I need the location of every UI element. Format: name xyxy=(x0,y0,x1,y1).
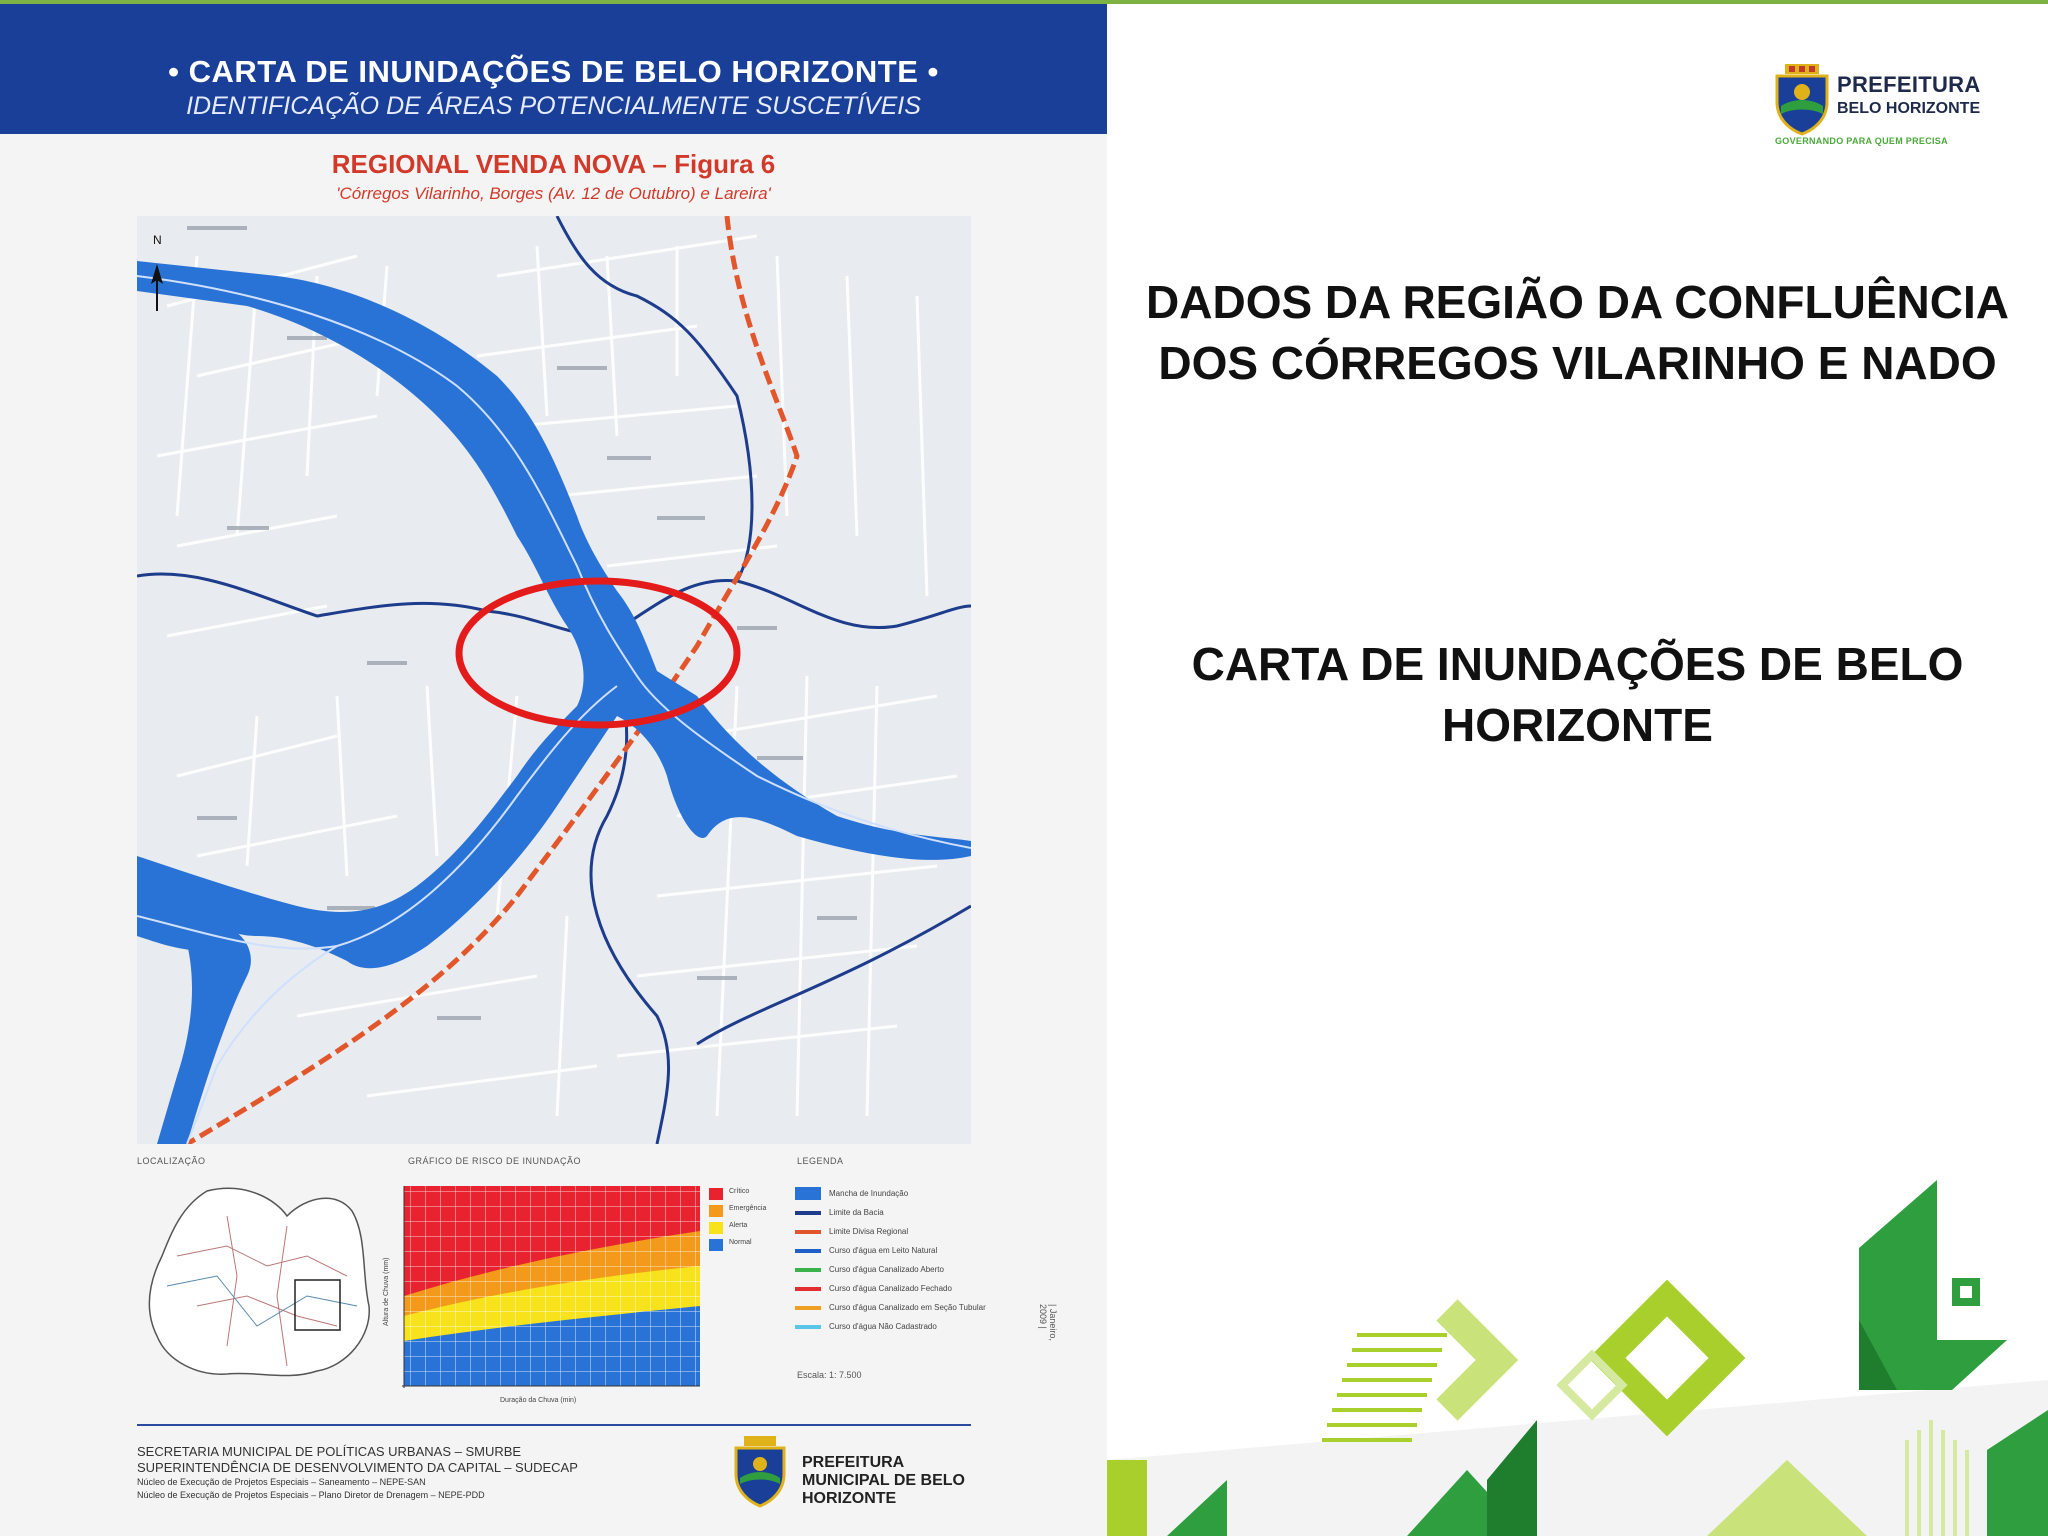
north-label: N xyxy=(153,233,162,247)
legend-item: Curso d'água em Leito Natural xyxy=(795,1241,995,1260)
risk-class-alert: Alerta xyxy=(729,1222,748,1229)
risk-chart-legend xyxy=(709,1186,789,1254)
flood-map xyxy=(137,216,971,1144)
logo-slogan: GOVERNANDO PARA QUEM PRECISA xyxy=(1775,136,1948,146)
risk-class-normal: Normal xyxy=(729,1239,752,1246)
heading-flood-chart: CARTA DE INUNDAÇÕES DE BELO HORIZONTE xyxy=(1191,638,1964,751)
city-crest-icon xyxy=(730,1434,790,1509)
flood-area-vilarinho xyxy=(137,261,971,968)
flood-map-poster xyxy=(0,4,1107,1536)
prefeitura-logo xyxy=(1773,62,1993,152)
poster-credits xyxy=(137,1444,657,1502)
location-label: LOCALIZAÇÃO xyxy=(137,1156,206,1166)
legend-item: Limite da Bacia xyxy=(795,1203,995,1222)
location-minimap xyxy=(137,1176,377,1386)
risk-chart-xlabel: Duração da Chuva (min) xyxy=(500,1397,577,1404)
heading-region-data: DADOS DA REGIÃO DA CONFLUÊNCIA DOS CÓRREGOS VILARINHO E NADO xyxy=(1146,276,2009,389)
risk-chart xyxy=(380,1176,710,1406)
lime-chevron xyxy=(1607,1298,1727,1418)
legend-label: LEGENDA xyxy=(797,1156,844,1166)
risk-class-critical: Crítico xyxy=(729,1188,750,1195)
legend-item: Curso d'água Canalizado em Seção Tubular xyxy=(795,1298,995,1317)
poster-city-logo xyxy=(730,1434,990,1514)
poster-subtitle: IDENTIFICAÇÃO DE ÁREAS POTENCIALMENTE SUSCETÍVEIS xyxy=(186,92,921,120)
logo-name-line2: BELO HORIZONTE xyxy=(1837,100,1981,117)
risk-chart-label: GRÁFICO DE RISCO DE INUNDAÇÃO xyxy=(408,1156,582,1166)
legend-item: Limite Divisa Regional xyxy=(795,1222,995,1241)
poster-divider xyxy=(137,1424,971,1426)
green-l-shape xyxy=(1859,1180,2007,1390)
basin-boundary-3 xyxy=(697,906,971,1044)
risk-chart-ylabel: Altura de Chuva (mm) xyxy=(383,1257,390,1326)
credit-line: SECRETARIA MUNICIPAL DE POLÍTICAS URBANAS – SMURBE xyxy=(137,1444,522,1459)
city-crest-icon xyxy=(1773,64,1831,136)
legend-item: Curso d'água Canalizado Aberto xyxy=(795,1260,995,1279)
map-scale: Escala: 1: 7.500 xyxy=(797,1370,862,1380)
credit-line: SUPERINTENDÊNCIA DE DESENVOLVIMENTO DA CAPITAL – SUDECAP xyxy=(137,1460,578,1475)
lime-stripes xyxy=(1322,1335,1447,1440)
map-legend xyxy=(795,1184,995,1336)
poster-title: • CARTA DE INUNDAÇÕES DE BELO HORIZONTE • xyxy=(168,54,939,89)
map-date-note: | Janeiro, 2009 | xyxy=(1038,1304,1058,1341)
flood-map-drawing xyxy=(137,216,971,1144)
poster-region-subtitle: 'Córregos Vilarinho, Borges (Av. 12 de Outubro) e Lareira' xyxy=(336,184,771,203)
legend-item: Mancha de Inundação xyxy=(795,1184,995,1203)
flood-area-south xyxy=(157,916,251,1144)
risk-class-emergency: Emergência xyxy=(729,1205,767,1212)
poster-logo-text: PREFEITURA MUNICIPAL DE BELO HORIZONTE xyxy=(802,1454,965,1507)
poster-region-title: REGIONAL VENDA NOVA – Figura 6 xyxy=(331,149,776,179)
logo-name-line1: PREFEITURA xyxy=(1837,72,1981,97)
decorative-graphics xyxy=(1107,1180,2048,1536)
credit-line: Núcleo de Execução de Projetos Especiais – Plano Diretor de Drenagem – NEPE-PDD xyxy=(137,1490,485,1500)
legend-item: Curso d'água Não Cadastrado xyxy=(795,1317,995,1336)
credit-line: Núcleo de Execução de Projetos Especiais – Saneamento – NEPE-SAN xyxy=(137,1477,426,1487)
legend-item: Curso d'água Canalizado Fechado xyxy=(795,1279,995,1298)
basin-boundary-4 xyxy=(557,216,752,581)
